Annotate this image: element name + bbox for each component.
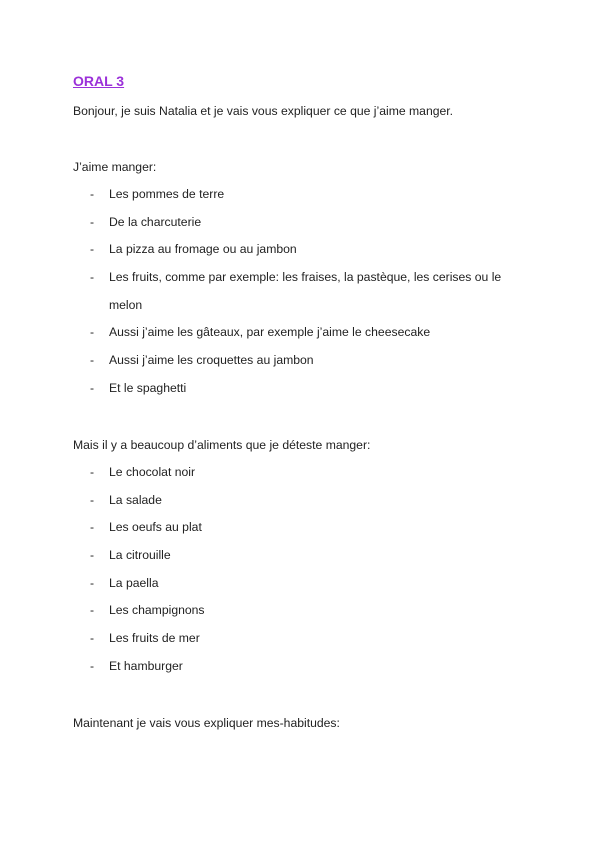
list-item-text: Les fruits, comme par exemple: les fraises, la pastèque, les cerises ou le melon [109,270,502,312]
list-bullet: - [90,520,95,535]
list-item-text: Et hamburger [109,658,183,673]
list-item-text: La citrouille [109,548,171,563]
list-bullet: - [90,270,95,285]
intro-paragraph: Bonjour, je suis Natalia et je vais vous expliquer ce que j’aime manger. [73,104,454,118]
list-item-text: La salade [109,492,162,507]
list-bullet: - [90,214,95,229]
list-item-text: Aussi j’aime les gâteaux, par exemple j’aime le cheesecake [109,325,431,340]
list-bullet: - [90,242,95,257]
list-item-text: De la charcuterie [109,214,202,229]
list-item-text: Et le spaghetti [109,380,187,395]
list-bullet: - [90,658,95,673]
likes-heading: J’aime manger: [73,160,157,174]
list-item-text: Le chocolat noir [109,465,196,479]
list-item-text: Les pommes de terre [109,187,225,201]
list-bullet: - [90,548,95,563]
list-item-text: Les champignons [109,603,205,618]
list-bullet: - [90,465,95,479]
list-bullet: - [90,575,95,590]
list-bullet: - [90,325,95,340]
list-item-text: Les fruits de mer [109,631,200,646]
list-bullet: - [90,492,95,507]
list-bullet: - [90,603,95,618]
list-item-text: La pizza au fromage ou au jambon [109,242,297,257]
list-bullet: - [90,187,95,201]
list-item-text: La paella [109,575,159,590]
list-bullet: - [90,631,95,646]
dislikes-heading: Mais il y a beaucoup d’aliments que je déteste manger: [73,438,371,452]
list-item-text: Aussi j’aime les croquettes au jambon [109,353,314,368]
list-bullet: - [90,380,95,395]
habits-heading: Maintenant je vais vous expliquer mes-habitudes: [73,716,340,730]
document-title: ORAL 3 [73,73,125,89]
list-item-text: Les oeufs au plat [109,520,202,535]
list-bullet: - [90,353,95,368]
